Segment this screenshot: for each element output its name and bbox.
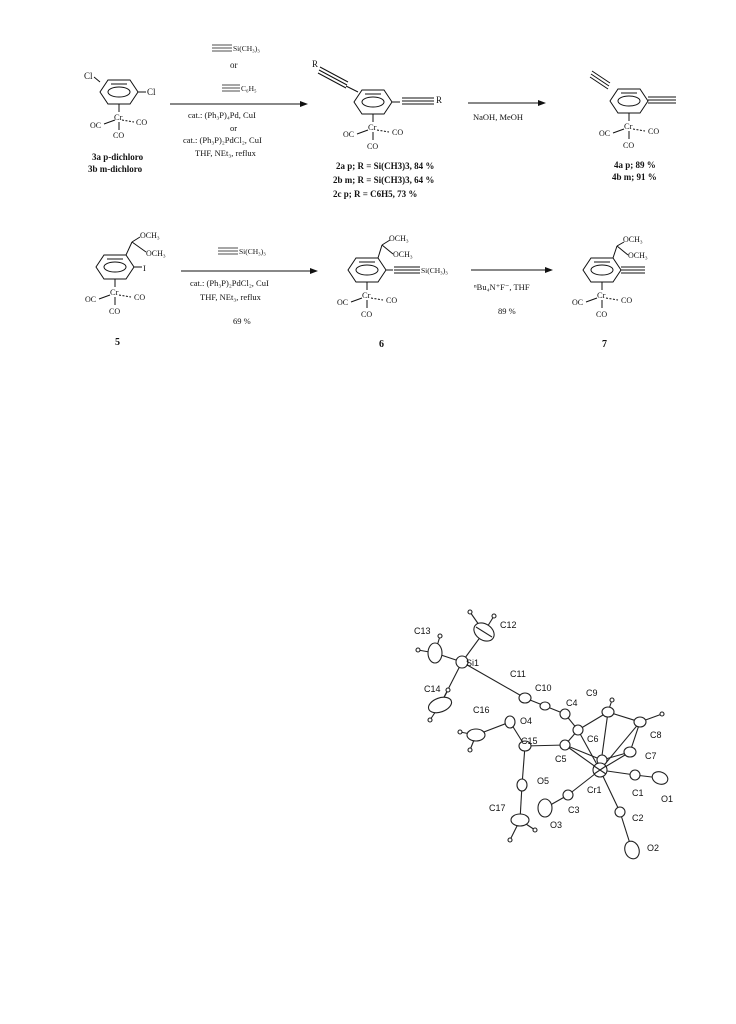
atom-cr-4: Cr bbox=[624, 121, 633, 131]
atom-co-6a: CO bbox=[386, 296, 398, 305]
atom-oc-4: OC bbox=[599, 129, 611, 138]
atom-i: I bbox=[143, 263, 146, 273]
atom-och3-5a: OCH₃ bbox=[140, 231, 160, 240]
atom-co-7b: CO bbox=[596, 310, 608, 319]
ortep-label: C2 bbox=[632, 813, 644, 823]
atom-oc-6: OC bbox=[337, 298, 349, 307]
conditions-3: THF, NEt₃, reflux bbox=[200, 292, 261, 302]
label-7: 7 bbox=[602, 339, 607, 350]
atom-co-4b: CO bbox=[623, 141, 635, 150]
ortep-label: C4 bbox=[566, 698, 578, 708]
ortep-label: C7 bbox=[645, 751, 657, 761]
atom-co-7a: CO bbox=[621, 296, 633, 305]
ortep-structure bbox=[416, 610, 670, 861]
ortep-label: O3 bbox=[550, 820, 563, 830]
atom-cr-7: Cr bbox=[597, 290, 606, 300]
naoh-conditions: NaOH, MeOH bbox=[473, 112, 524, 122]
alkyne-reagent-2 bbox=[222, 85, 240, 91]
conditions-1: THF, NEt₃, reflux bbox=[195, 148, 256, 158]
ortep-label: O2 bbox=[647, 843, 660, 853]
atom-cr-2: Cr bbox=[368, 122, 377, 132]
ortep-labels bbox=[414, 620, 673, 853]
tbaf-conditions: ⁿBu₄N⁺F⁻, THF bbox=[474, 282, 530, 292]
label-3a: 3a p-dichloro bbox=[92, 152, 144, 162]
atom-co-6b: CO bbox=[361, 310, 373, 319]
ortep-label: O4 bbox=[520, 716, 533, 726]
atom-co-4a: CO bbox=[648, 127, 660, 136]
reagent-tms: Si(CH₃)₃ bbox=[233, 44, 260, 53]
ortep-label: C17 bbox=[489, 803, 506, 813]
atom-oc-5: OC bbox=[85, 295, 97, 304]
catalyst-3: cat.: (Ph₃P)₂PdCl₂, CuI bbox=[190, 278, 269, 288]
label-3b: 3b m-dichloro bbox=[88, 164, 143, 174]
atom-cl-left: Cl bbox=[84, 71, 93, 81]
ortep-label: C1 bbox=[632, 788, 644, 798]
atom-cr-5: Cr bbox=[110, 287, 119, 297]
atom-tms-6: Si(CH₃)₃ bbox=[421, 266, 448, 275]
label-2c: 2c p; R = C6H5, 73 % bbox=[333, 189, 418, 199]
reagent-tms-2: Si(CH₃)₃ bbox=[239, 247, 266, 256]
ortep-label: C10 bbox=[535, 683, 552, 693]
atom-r-right: R bbox=[436, 95, 443, 105]
atom-och3-7a: OCH₃ bbox=[623, 235, 643, 244]
reagent-phenyl: C₆H₅ bbox=[241, 84, 257, 93]
or-2: or bbox=[230, 123, 238, 133]
atom-co-2b: CO bbox=[367, 142, 379, 151]
atom-oc-7: OC bbox=[572, 298, 584, 307]
atom-co-5a: CO bbox=[134, 293, 146, 302]
alkyne-reagent-3 bbox=[218, 248, 238, 254]
atom-co-5b: CO bbox=[109, 307, 121, 316]
atom-cr-6: Cr bbox=[362, 290, 371, 300]
ortep-label: C11 bbox=[510, 669, 526, 679]
atom-cr-3: Cr bbox=[114, 112, 123, 122]
catalyst-1: cat.: (Ph₃P)₄Pd, CuI bbox=[188, 110, 256, 120]
ortep-label: C14 bbox=[424, 684, 441, 694]
atom-r-left: R bbox=[312, 59, 319, 69]
atom-och3-7b: OCH₃ bbox=[628, 251, 648, 260]
ortep-label: O1 bbox=[661, 794, 674, 804]
label-4b: 4b m; 91 % bbox=[612, 172, 657, 182]
or-1: or bbox=[230, 60, 238, 70]
reaction-arrow-3 bbox=[181, 268, 318, 274]
atom-co-3b: CO bbox=[113, 131, 125, 140]
ortep-label: C12 bbox=[500, 620, 517, 630]
reaction-arrow-4 bbox=[471, 267, 553, 273]
ortep-label: Si1 bbox=[466, 658, 480, 668]
reaction-arrow-2 bbox=[468, 100, 546, 106]
atom-och3-5b: OCH₃ bbox=[146, 249, 166, 258]
label-5: 5 bbox=[115, 337, 120, 348]
ortep-label: C3 bbox=[568, 805, 580, 815]
yield-1: 69 % bbox=[233, 316, 251, 326]
alkyne-reagent-1 bbox=[212, 45, 232, 51]
atom-oc-2: OC bbox=[343, 130, 355, 139]
ortep-label: C16 bbox=[473, 705, 490, 715]
ortep-label: C15 bbox=[521, 736, 538, 746]
atom-cl-right: Cl bbox=[147, 87, 156, 97]
ortep-label: Cr1 bbox=[587, 785, 602, 795]
ortep-label: C13 bbox=[414, 626, 431, 636]
atom-co-3a: CO bbox=[136, 118, 148, 127]
label-6: 6 bbox=[379, 339, 384, 350]
reaction-arrow-1 bbox=[170, 101, 308, 107]
atom-och3-6a: OCH₃ bbox=[389, 234, 409, 243]
atom-oc-3: OC bbox=[90, 121, 102, 130]
ortep-label: C6 bbox=[587, 734, 599, 744]
catalyst-2: cat.: (Ph₃P)₂PdCl₂, CuI bbox=[183, 135, 262, 145]
label-2b: 2b m; R = Si(CH3)3, 64 % bbox=[333, 175, 435, 185]
ortep-label: O5 bbox=[537, 776, 550, 786]
yield-2: 89 % bbox=[498, 306, 516, 316]
ortep-label: C5 bbox=[555, 754, 567, 764]
label-2a: 2a p; R = Si(CH3)3, 84 % bbox=[336, 161, 435, 171]
ortep-label: C9 bbox=[586, 688, 598, 698]
ortep-label: C8 bbox=[650, 730, 662, 740]
atom-co-2a: CO bbox=[392, 128, 404, 137]
atom-och3-6b: OCH₃ bbox=[393, 250, 413, 259]
label-4a: 4a p; 89 % bbox=[614, 160, 656, 170]
